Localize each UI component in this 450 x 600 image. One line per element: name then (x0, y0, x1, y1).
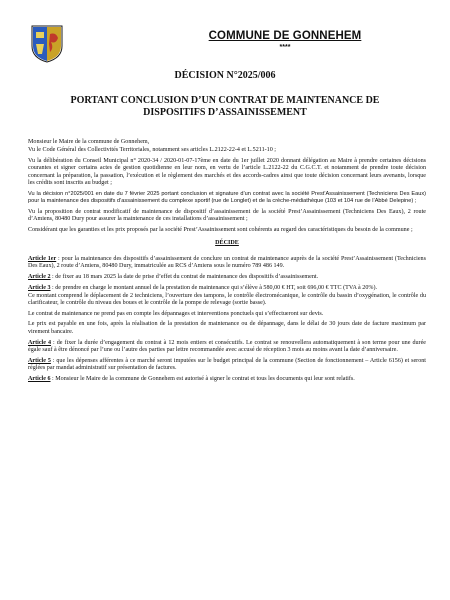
article-5-label: Article 5 (28, 357, 51, 364)
decision-reference-paragraph: Vu la décision n°2025/001 en date du 7 février 2025 portant conclusion et signature d’un contrat avec la société Prest’Assainissement (Techniciens Des Eaux) pour la maintenance des dispositifs d’assainissement du complexe sportif (rue de Longlet) et de la crèche-médiathèque (103 et 104 rue de l’Abbé Delepine) ; (28, 190, 426, 205)
article-2-text: : de fixer au 18 mars 2025 la date de prise d’effet du contrat de maintenance des dispositifs d’assainissement. (50, 274, 319, 281)
article-4-label: Article 4 (28, 339, 52, 346)
article-4-text: : de fixer la durée d’engagement du contrat à 12 mois entiers et consécutifs. Le contrat se renouvellera automatiquement à son terme pour une durée égale sauf à être dénoncé par l’une ou l’autre des parties par lettre recommandée avec accusé de réception 3 mois au moins avant la date d’anniversaire. (28, 339, 426, 354)
subject-line-1: PORTANT CONCLUSION D’UN CONTRAT DE MAINTENANCE DE (70, 95, 380, 106)
considering-paragraph: Considérant que les garanties et les prix proposés par la société Prest’Assainissement sont cohérents au regard des caractéristiques du besoin de la commune ; (28, 226, 413, 233)
mayor-line: Monsieur le Maire de la commune de Gonnehem, (28, 139, 150, 145)
article-5 (28, 358, 426, 373)
article-2-label: Article 2 (28, 274, 51, 281)
article-5-text: : que les dépenses afférentes à ce marché seront imputées sur le budget principal de la commune (Section de fonctionnement – Article 6156) et seront réglées par mandat administratif sur présentation de factures. (28, 357, 426, 372)
decision-number: DÉCISION N°2025/006 (174, 70, 276, 81)
article-4 (28, 340, 426, 355)
article-6-label: Article 6 (28, 375, 51, 382)
article-1 (28, 256, 426, 271)
commune-crest-logo (30, 24, 64, 64)
decision-body (28, 139, 426, 386)
maintenance-exclusion-paragraph: Le contrat de maintenance ne prend pas en compte les dépannages et interventions ponctuels qui s’effectueront sur devis. (28, 310, 324, 317)
article-3 (28, 285, 426, 293)
decide-heading: DÉCIDE (215, 240, 239, 247)
article-3-text: : de prendre en charge le montant annuel de la prestation de maintenance qui s’élève à 580,00 € HT, soit 696,00 € TTC (TVA à 20%). (50, 284, 377, 291)
proposal-paragraph: Vu la proposition de contrat modificatif de maintenance de dispositif d’assainissement de la société Prest’Assainissement (Techniciens Des Eaux), 2 route d’Amiens, 80480 Dury pour assurer la maintenance de ces installations d’assainissement ; (28, 208, 426, 223)
payment-paragraph: Le prix est payable en une fois, après la réalisation de la prestation de maintenance ou de dépannage, dans le délai de 30 jours date de facture maximum par virement bancaire. (28, 321, 426, 335)
commune-name: COMMUNE DE GONNEHEM (208, 30, 362, 42)
article-1-text: : pour la maintenance des dispositifs d’assainissement de conclure un contrat de maintenance auprès de la société Prest’Assainissement (Techniciens Des Eaux), 2 route d’Amiens, 80480 Dury, immatriculée au RCS d’Amiens sous le numéro 789 486 149. (28, 255, 426, 270)
article-3-details: Ce montant comprend le déplacement de 2 techniciens, l’ouverture des tampons, le contrôle électromécanique, le contrôle du bassin d’oxygénation, le contrôle du clarificateur, le contrôle du niveau des boues et le contrôle de la pompe de relevage (sortie basse). (28, 292, 426, 307)
deliberation-paragraph: Vu la délibération du Conseil Municipal n° 2020-34 / 2020-01-07-17ème en date du 1er juillet 2020 donnant délégation au Maire à prendre certaines décisions courantes et signer certains actes de gestion quotidienne en leur nom, en vertu de l’article L.2122-22 du C.G.C.T. et notamment de prendre toute décision concernant la préparation, la passation, l’exécution et le règlement des marchés et des accords-cadres ainsi que toute décision concernant leurs avenants, lorsque les crédits sont inscrits au budget ; (28, 157, 426, 187)
cgct-line: Vu le Code Général des Collectivités Territoriales, notamment ses articles L.2122-22-4 et L.5211-10 ; (28, 147, 276, 154)
subject-line-2: DISPOSITIFS D’ASSAINISSEMENT (143, 107, 307, 118)
article-6 (28, 376, 426, 384)
article-1-label: Article 1er (28, 255, 57, 262)
article-6-text: : Monsieur le Maire de la commune de Gonnehem est autorisé à signer le contrat et tous les documents qui leur sont relatifs. (50, 375, 355, 382)
article-3-label: Article 3 (28, 284, 51, 291)
decision-subject (70, 95, 380, 119)
article-2 (28, 274, 426, 282)
header-stars: **** (279, 44, 291, 51)
